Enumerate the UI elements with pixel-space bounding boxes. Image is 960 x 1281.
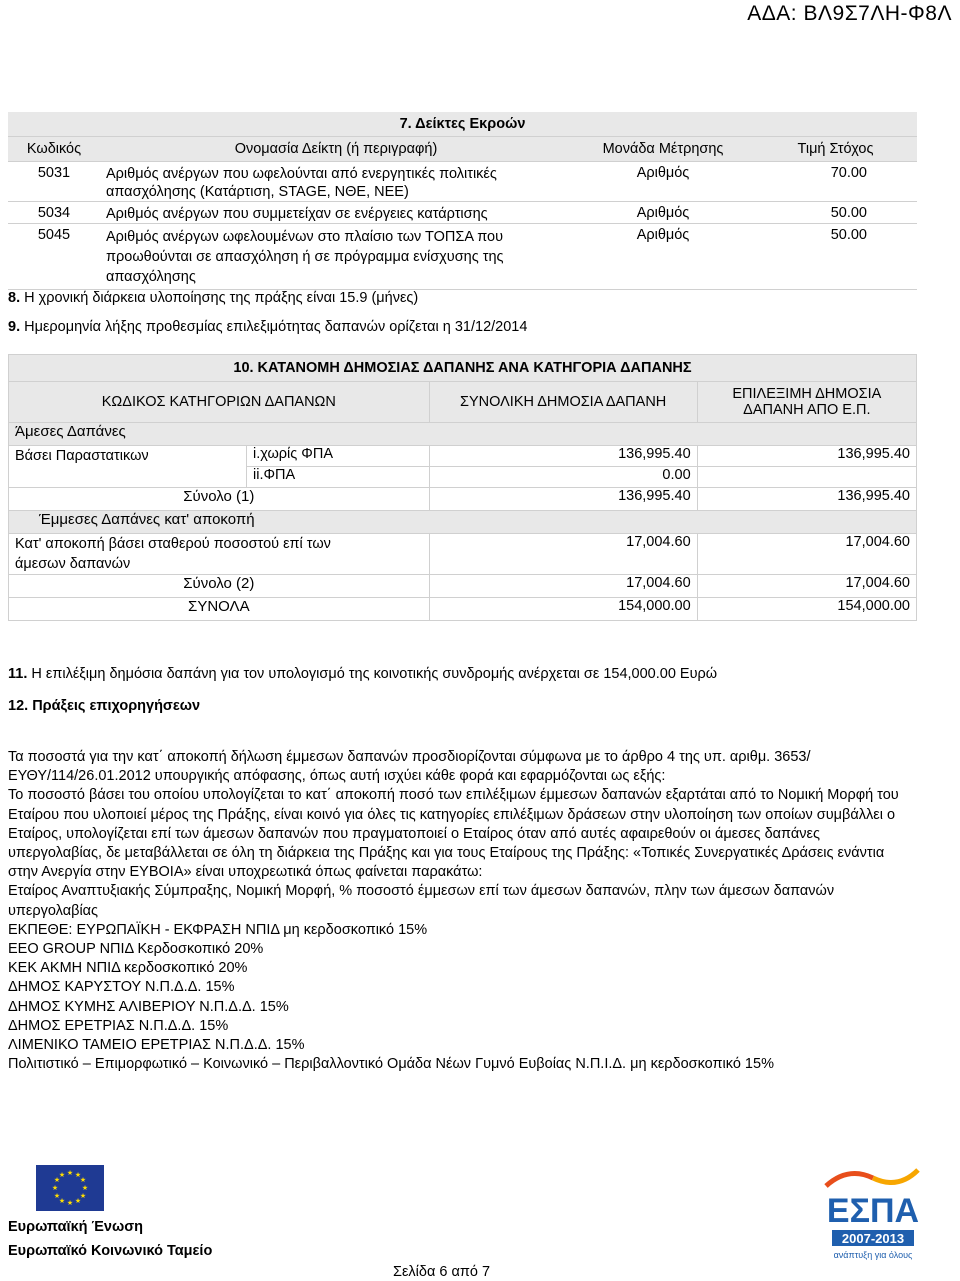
indicator-target: 50.00 xyxy=(754,224,917,290)
partner-line: EEO GROUP ΝΠΙΔ Κερδοσκοπικό 20% xyxy=(8,941,264,958)
indicator-target: 70.00 xyxy=(754,162,917,202)
sum2-label: Σύνολο (2) xyxy=(9,575,430,598)
svg-text:★: ★ xyxy=(58,1197,66,1205)
partner-line: ΔΗΜΟΣ ΕΡΕΤΡΙΑΣ Ν.Π.Δ.Δ. 15% xyxy=(8,1017,229,1034)
indicator-unit: Αριθμός xyxy=(572,224,754,290)
section-7-title: 7. Δείκτες Εκροών xyxy=(8,112,917,137)
svg-text:★: ★ xyxy=(81,1184,89,1192)
section-11 xyxy=(8,666,717,682)
table-row xyxy=(8,224,917,290)
sum1-eligible: 136,995.40 xyxy=(697,488,916,511)
svg-text:★: ★ xyxy=(79,1192,87,1200)
indicator-unit: Αριθμός xyxy=(572,202,754,224)
col-unit-header: Μονάδα Μέτρησης xyxy=(572,137,754,162)
partner-line: ΕΚΠΕΘΕ: ΕΥΡΩΠΑΪΚΗ - ΕΚΦΡΑΣΗ ΝΠΙΔ μη κερδοσκοπικό 15% xyxy=(8,921,428,938)
section-12-title: Πράξεις επιχορηγήσεων xyxy=(32,698,201,714)
expense-allocation-table xyxy=(8,354,917,621)
partner-line: ΔΗΜΟΣ ΚΑΡΥΣΤΟΥ Ν.Π.Δ.Δ. 15% xyxy=(8,979,235,996)
section-8-text: Η χρονική διάρκεια υλοποίησης της πράξης είναι 15.9 (μήνες) xyxy=(24,290,419,306)
indicator-name: Αριθμός ανέργων που συμμετείχαν σε ενέργειες κατάρτισης xyxy=(100,202,572,224)
section-8-number: 8. xyxy=(8,290,21,306)
section-9 xyxy=(8,319,527,335)
col-eligible-header: ΕΠΙΛΕΞΙΜΗ ΔΗΜΟΣΙΑ ΔΑΠΑΝΗ ΑΠΟ Ε.Π. xyxy=(697,382,916,423)
row-novat-total: 136,995.40 xyxy=(429,446,697,467)
col-code-header: Κωδικός xyxy=(8,137,100,162)
espa-logo-icon xyxy=(818,1158,928,1264)
row-vat-eligible xyxy=(697,467,916,488)
eu-union-label: Ευρωπαϊκή Ένωση xyxy=(8,1219,143,1235)
table-row xyxy=(8,202,917,224)
body-paragraph: Εταίρος Αναπτυξιακής Σύμπραξης, Νομική Μορφή, % ποσοστό έμμεσων επί των άμεσων δαπανών, πλην των άμεσων δαπανών υπεργολαβίας xyxy=(8,883,835,919)
svg-text:★: ★ xyxy=(66,1169,74,1177)
flat-rate-label: Κατ' αποκοπή βάσει σταθερού ποσοστού επί των άμεσων δαπανών xyxy=(9,534,430,575)
svg-text:★: ★ xyxy=(66,1199,74,1207)
grand-total-eligible: 154,000.00 xyxy=(697,598,916,621)
partner-line: ΛΙΜΕΝΙΚΟ ΤΑΜΕΙΟ ΕΡΕΤΡΙΑΣ Ν.Π.Δ.Δ. 15% xyxy=(8,1037,305,1054)
section-12 xyxy=(8,698,200,714)
section-9-number: 9. xyxy=(8,319,21,335)
row-vat-label: ii.ΦΠΑ xyxy=(247,467,430,488)
indicator-code: 5045 xyxy=(8,224,100,290)
row-vat-total: 0.00 xyxy=(429,467,697,488)
partner-line: Πολιτιστικό – Επιμορφωτικό – Κοινωνικό – Περιβαλλοντικό Ομάδα Νέων Γυμνό Ευβοίας Ν.Π.Ι.Δ. μη κερδοσκοπικό 15% xyxy=(8,1056,774,1073)
sum1-label: Σύνολο (1) xyxy=(9,488,430,511)
sum1-total: 136,995.40 xyxy=(429,488,697,511)
indicator-name: Αριθμός ανέργων ωφελουμένων στο πλαίσιο των ΤΟΠΣΑ που προωθούνται σε απασχόληση ή σε πρόγραμμα ενίσχυσης της απασχόλησης xyxy=(100,224,572,290)
table-row xyxy=(8,162,917,202)
col-total-header: ΣΥΝΟΛΙΚΗ ΔΗΜΟΣΙΑ ΔΑΠΑΝΗ xyxy=(429,382,697,423)
body-paragraph: Το ποσοστό βάσει του οποίου υπολογίζεται το κατ΄ αποκοπή ποσό των επιλέξιμων έμμεσων δαπανών εξαρτάται από το Νομική Μορφή του Εταίρου που υλοποιεί μέρος της Πράξης, είναι κοινό για όλες τις κατηγορίες επιλέξιμων δράσεων στην υλοποίηση των οποίων συμβάλλει ο Εταίρος, υπολογίζεται επί των άμεσων δαπανών που πραγματοποιεί ο Εταίρος όταν από αυτές αφαιρεθούν οι άμεσες δαπάνες υπεργολαβίας, δε μεταβάλλεται σε όλη τη διάρκεια της Πράξης και για τους Εταίρους της Πράξης: «Τοπικές Συνεργατικές Δράσεις ενάντια στην Ανεργία στην ΕΥΒΟΙΑ» είναι υποχρεωτικά όπως φαίνεται παρακάτω: xyxy=(8,787,899,881)
espa-name: ΕΣΠΑ xyxy=(826,1192,920,1230)
section-11-text: Η επιλέξιμη δημόσια δαπάνη για τον υπολογισμό της κοινοτικής συνδρομής ανέρχεται σε 154,000.00 Ευρώ xyxy=(31,666,718,682)
col-category-header: ΚΩΔΙΚΟΣ ΚΑΤΗΓΟΡΙΩΝ ΔΑΠΑΝΩΝ xyxy=(9,382,430,423)
section-8 xyxy=(8,290,418,306)
svg-text:★: ★ xyxy=(79,1176,87,1184)
flat-rate-eligible: 17,004.60 xyxy=(697,534,916,575)
col-name-header: Ονομασία Δείκτη (ή περιγραφή) xyxy=(100,137,572,162)
row-novat-label: i.χωρίς ΦΠΑ xyxy=(247,446,430,467)
direct-costs-title: Άμεσες Δαπάνες xyxy=(9,423,917,446)
col-target-header: Τιμή Στόχος xyxy=(754,137,917,162)
section-11-number: 11. xyxy=(8,666,28,682)
indirect-costs-body xyxy=(8,748,913,1074)
page-number: Σελίδα 6 από 7 xyxy=(393,1264,491,1280)
indicator-code: 5031 xyxy=(8,162,100,202)
espa-tagline: ανάπτυξη για όλους xyxy=(833,1250,913,1260)
grand-total-label: ΣΥΝΟΛΑ xyxy=(9,598,430,621)
svg-text:★: ★ xyxy=(58,1171,66,1179)
flat-rate-total: 17,004.60 xyxy=(429,534,697,575)
espa-years: 2007-2013 xyxy=(841,1231,905,1246)
body-paragraph: Τα ποσοστά για την κατ΄ αποκοπή δήλωση έμμεσων δαπανών προσδιορίζονται σύμφωνα με το άρθρο 4 της υπ. αριθμ. 3653/ΕΥΘΥ/114/26.01.2012 υπουργικής απόφασης, όπως αυτή ισχύει κάθε φορά και εφαρμόζονται ως εξής: xyxy=(8,749,811,785)
svg-text:★: ★ xyxy=(51,1184,59,1192)
eu-fund-label: Ευρωπαϊκό Κοινωνικό Ταμείο xyxy=(8,1243,213,1259)
svg-text:★: ★ xyxy=(74,1197,82,1205)
sum2-eligible: 17,004.60 xyxy=(697,575,916,598)
sum2-total: 17,004.60 xyxy=(429,575,697,598)
indicator-code: 5034 xyxy=(8,202,100,224)
svg-text:★: ★ xyxy=(74,1171,82,1179)
indicator-name: Αριθμός ανέργων που ωφελούνται από ενεργητικές πολιτικές απασχόλησης (Κατάρτιση, STAGE, ΝΘΕ, ΝΕΕ) xyxy=(100,162,572,202)
section-12-number: 12. xyxy=(8,698,29,714)
partner-line: ΚΕΚ ΑΚΜΗ ΝΠΙΔ κερδοσκοπικό 20% xyxy=(8,960,248,977)
basis-label: Βάσει Παραστατικων xyxy=(9,446,247,488)
row-novat-eligible: 136,995.40 xyxy=(697,446,916,467)
section-10-title: 10. ΚΑΤΑΝΟΜΗ ΔΗΜΟΣΙΑΣ ΔΑΠΑΝΗΣ ΑΝΑ ΚΑΤΗΓΟΡΙΑ ΔΑΠΑΝΗΣ xyxy=(9,355,917,382)
indirect-costs-title: Έμμεσες Δαπάνες κατ' αποκοπή xyxy=(9,511,917,534)
partner-line: ΔΗΜΟΣ ΚΥΜΗΣ ΑΛΙΒΕΡΙΟΥ Ν.Π.Δ.Δ. 15% xyxy=(8,998,289,1015)
grand-total-total: 154,000.00 xyxy=(429,598,697,621)
eu-flag-icon xyxy=(36,1165,104,1211)
svg-text:★: ★ xyxy=(53,1176,61,1184)
output-indicators-table xyxy=(8,112,917,290)
indicator-target: 50.00 xyxy=(754,202,917,224)
ada-code: ΑΔΑ: ΒΛ9Σ7ΛΗ-Φ8Λ xyxy=(747,2,952,25)
indicator-unit: Αριθμός xyxy=(572,162,754,202)
svg-text:★: ★ xyxy=(53,1192,61,1200)
section-9-text: Ημερομηνία λήξης προθεσμίας επιλεξιμότητας δαπανών ορίζεται η 31/12/2014 xyxy=(24,319,528,335)
